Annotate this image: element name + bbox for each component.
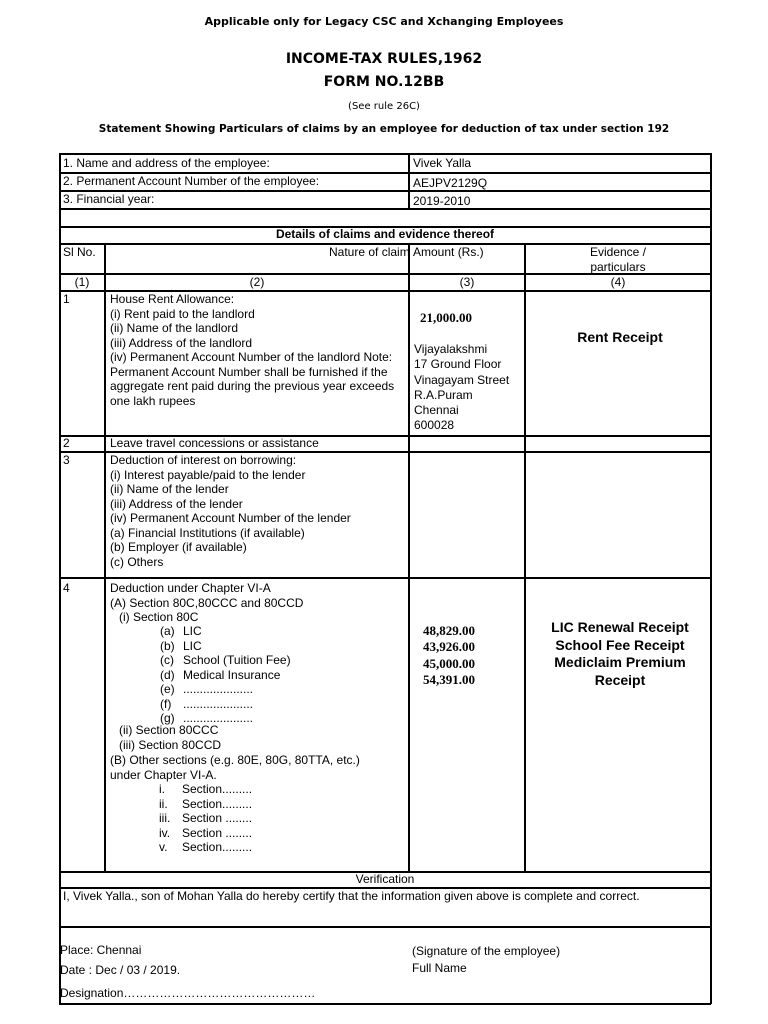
row4-nature-mid: (ii) Section 80CCC (iii) Section 80CCD <box>119 723 222 752</box>
col-sl-header: Sl No. <box>63 245 96 259</box>
rule-line <box>59 926 711 928</box>
row3-sl: 3 <box>63 453 70 467</box>
verification-title: Verification <box>355 872 415 886</box>
rule-line <box>59 190 711 192</box>
employee-name-label: 1. Name and address of the employee: <box>63 156 270 170</box>
designation: Designation………………………………………… <box>60 986 316 1000</box>
col-num-4: (4) <box>610 275 626 289</box>
row4-amounts: 48,829.00 43,926.00 45,000.00 54,391.00 <box>423 623 475 687</box>
signature-label: (Signature of the employee) <box>412 944 561 958</box>
rule-line <box>408 153 410 208</box>
full-name-label: Full Name <box>412 961 467 975</box>
rule-line <box>59 208 711 210</box>
section-80c-items: (a) LIC (b) LIC (c) School (Tuition Fee) (d) Medical Insurance (e) ..................... (f) ..................... (g) ..................... <box>160 624 291 725</box>
date: Date : Dec / 03 / 2019. <box>60 963 181 977</box>
employee-name-value: Vivek Yalla <box>413 156 472 170</box>
row4-nature-head: Deduction under Chapter VI-A (A) Section 80C,80CCC and 80CCD (i) Section 80C <box>110 581 304 624</box>
col-num-1: (1) <box>74 275 90 289</box>
rules-title: INCOME-TAX RULES,1962 <box>285 51 483 67</box>
pan-value: AEJPV2129Q <box>413 176 488 190</box>
row1-nature: House Rent Allowance: (i) Rent paid to the landlord (ii) Name of the landlord (iii) Address of the landlord (iv) Permanent Account Number of the landlord Note: Permanent Account Number shall be furnished if the aggregate rent paid during the previous year exceeds one lakh rupees <box>110 292 395 408</box>
row2-sl: 2 <box>63 436 70 450</box>
statement-title: Statement Showing Particulars of claims by an employee for deduction of tax under section 192 <box>98 123 670 135</box>
financial-year-value: 2019-2010 <box>413 194 471 208</box>
row4-evidence: LIC Renewal Receipt School Fee Receipt Mediclaim Premium Receipt <box>551 619 689 688</box>
rule-line <box>408 243 410 871</box>
col-evidence-header: Evidence / particulars <box>589 245 647 274</box>
col-nature-header: Nature of claim <box>329 245 410 259</box>
place: Place: Chennai <box>60 943 142 957</box>
verification-statement: I, Vivek Yalla., son of Mohan Yalla do hereby certify that the information given above is complete and correct. <box>63 889 640 903</box>
applicability-note: Applicable only for Legacy CSC and Xchanging Employees <box>204 15 564 28</box>
rule-line <box>104 243 106 871</box>
landlord-address: Vijayalakshmi 17 Ground Floor Vinagayam Street R.A.Puram Chennai 600028 <box>414 342 510 433</box>
row1-sl: 1 <box>63 292 70 306</box>
see-rule: (See rule 26C) <box>348 101 420 112</box>
row2-nature: Leave travel concessions or assistance <box>110 436 319 450</box>
row4-sl: 4 <box>63 581 70 595</box>
rule-line <box>59 1003 711 1005</box>
claims-section-title: Details of claims and evidence thereof <box>275 227 495 241</box>
row1-evidence: Rent Receipt <box>577 329 663 345</box>
pan-label: 2. Permanent Account Number of the employee: <box>63 174 320 188</box>
rule-line <box>59 153 711 155</box>
col-num-2: (2) <box>249 275 265 289</box>
col-amount-header: Amount (Rs.) <box>413 245 484 259</box>
form-number: FORM NO.12BB <box>323 74 445 90</box>
row1-amount: 21,000.00 <box>420 310 472 325</box>
financial-year-label: 3. Financial year: <box>63 192 155 206</box>
col-num-3: (3) <box>459 275 475 289</box>
other-sections-list: i. Section......... ii. Section......... iii. Section ........ iv. Section ........ v. Section......... <box>159 782 253 854</box>
rule-line <box>59 577 711 579</box>
row3-nature: Deduction of interest on borrowing: (i) Interest payable/paid to the lender (ii) Name of the lender (iii) Address of the lender (iv) Permanent Account Number of the lender (a) Financial Institutions (if available) (b) Employer (if available) (c) Others <box>110 453 351 569</box>
row4-nature-other: (B) Other sections (e.g. 80E, 80G, 80TTA, etc.) under Chapter VI-A. <box>110 753 360 782</box>
